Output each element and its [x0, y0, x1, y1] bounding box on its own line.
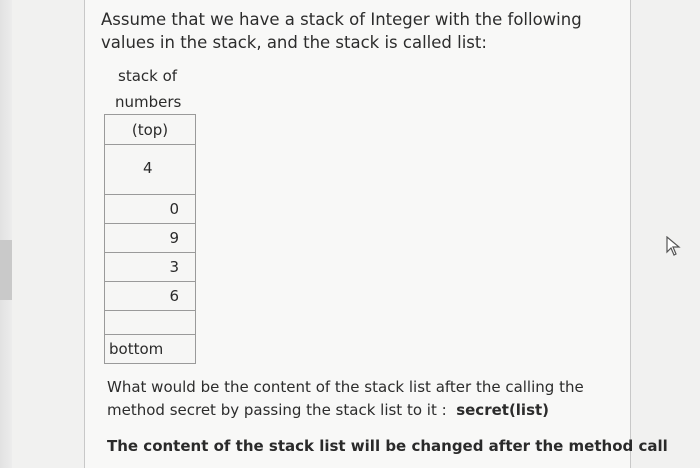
stack-caption-line2: numbers	[115, 93, 182, 111]
answer-text: The content of the stack list will be changed after the method call	[107, 437, 668, 455]
stack-value: 6	[105, 282, 195, 311]
stack-value: 3	[105, 253, 195, 282]
stack-caption-line1: stack of	[118, 67, 178, 85]
stack-table	[104, 114, 196, 364]
question-text	[107, 376, 617, 422]
stack-value-top: 4	[105, 145, 195, 195]
left-edge-strip	[0, 0, 12, 468]
stack-top-label: (top)	[105, 115, 195, 145]
stack-bottom-label: bottom	[109, 340, 164, 358]
intro-text: Assume that we have a stack of Integer with the following values in the stack, and the stack is called list:	[101, 10, 582, 52]
mouse-pointer-icon	[665, 236, 681, 256]
question-body: What would be the content of the stack list after the calling the method secret by passing the stack list to it :	[107, 378, 584, 419]
stack-value: 0	[105, 195, 195, 224]
stack-empty-cell	[105, 311, 195, 335]
method-call: secret(list)	[456, 401, 550, 419]
stack-value: 9	[105, 224, 195, 253]
